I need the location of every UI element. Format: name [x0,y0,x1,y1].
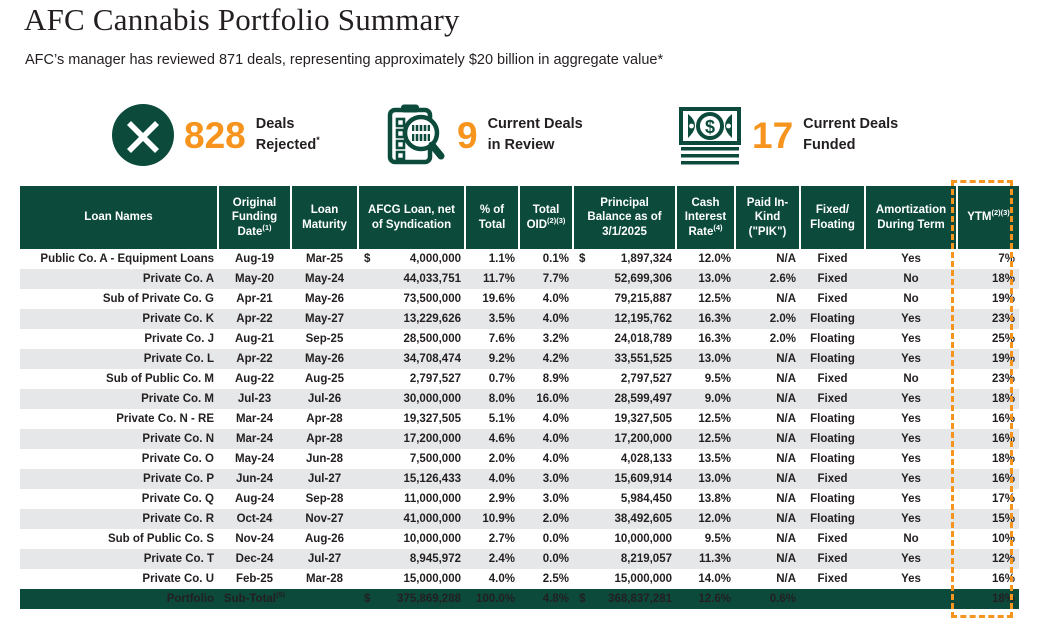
cell-loan-name: Private Co. N - RE [116,413,214,425]
col-header-pct-of-total[interactable]: % of Total [465,186,519,249]
cell-total-oid: 8.9% [542,373,569,385]
footer-ytm: 18% [957,589,1019,609]
cell-total-oid: 4.0% [542,293,569,305]
cell-pct-of-total: 5.1% [488,413,515,425]
cell-paid-in-kind: N/A [735,389,800,409]
cell-principal-balance: 19,327,505 [614,413,672,425]
cell-afcg-loan: 15,126,433 [358,469,465,489]
cell-pct-of-total: 2.7% [488,533,515,545]
cell-fixed-floating: Floating [810,413,855,425]
stat-label-line2: Funded [803,137,856,153]
cell-original-funding-date: Mar-24 [235,413,274,425]
cell-paid-in-kind: N/A [735,469,800,489]
cell-afcg-loan: 8,945,972 [358,549,465,569]
cell-ytm: 16% [957,429,1019,449]
cell-afcg-loan: 28,500,000 [403,333,461,345]
cell-paid-in-kind: N/A [735,429,800,449]
cell-loan-name: Private Co. A [20,269,218,289]
table-row[interactable] [20,329,1019,349]
cell-fixed-floating: Floating [800,429,865,449]
cell-loan-maturity: Aug-26 [305,533,344,545]
cell-cash-interest-rate: 9.5% [704,373,731,385]
cell-ytm: 15% [957,509,1019,529]
cell-principal-balance: 38,492,605 [573,509,676,529]
cell-loan-maturity: May-24 [291,269,358,289]
cell-loan-maturity: Jul-26 [291,389,358,409]
cell-loan-name: Private Co. O [141,453,214,465]
table-row[interactable] [20,289,1019,309]
cell-ytm: 25% [991,333,1015,345]
stat-label [256,114,320,156]
cell-loan-maturity: Jun-28 [305,453,344,465]
cell-ytm: 23% [957,309,1019,329]
table-row[interactable] [20,309,1019,329]
cell-fixed-floating: Floating [810,333,855,345]
cell-loan-maturity: Nov-27 [291,509,358,529]
cell-paid-in-kind: N/A [776,493,796,505]
portfolio-table [20,186,1019,609]
cell-total-oid: 2.5% [542,573,569,585]
cell-fixed-floating: Floating [810,453,855,465]
col-header-amortization-during-term[interactable]: Amortization During Term [865,186,957,249]
cell-afcg-loan: 13,229,626 [358,309,465,329]
cell-loan-maturity: May-26 [305,293,344,305]
cell-afcg-loan: 30,000,000 [358,389,465,409]
stat-number: 17 [752,114,794,156]
cell-loan-maturity: Apr-28 [306,413,343,425]
cell-fixed-floating: Fixed [817,253,848,265]
cell-afcg-loan: 17,200,000 [358,429,465,449]
cell-principal-balance: 15,000,000 [614,573,672,585]
table-row[interactable] [20,369,1019,389]
cell-cash-interest-rate: 11.3% [676,549,735,569]
cell-paid-in-kind: N/A [776,453,796,465]
cell-amortization: No [903,293,919,305]
cell-amortization: Yes [901,333,921,345]
table-row[interactable] [20,549,1019,569]
cell-loan-maturity: Mar-28 [305,573,344,585]
cell-loan-maturity: Aug-25 [305,373,344,385]
cell-original-funding-date: Dec-24 [218,549,291,569]
page-title: AFC Cannabis Portfolio Summary [24,2,460,37]
cell-fixed-floating: Fixed [800,469,865,489]
table-body [20,249,1019,589]
cell-principal-balance: 5,984,450 [620,493,672,505]
cell-cash-interest-rate: 12.5% [698,413,731,425]
cell-principal-balance: 28,599,497 [573,389,676,409]
stat-label-line1: Current Deals [803,115,899,132]
col-header-principal-balance[interactable]: Principal Balance as of 3/1/2025 [573,186,676,249]
footer-amortization [865,589,957,609]
table-row[interactable] [20,429,1019,449]
table-row[interactable] [20,469,1019,489]
cell-afcg-loan: 73,500,000 [403,293,461,305]
cell-loan-name: Private Co. J [144,333,214,345]
stat-number: 9 [457,114,478,156]
cell-ytm: 10% [991,533,1015,545]
cell-original-funding-date: Mar-24 [218,429,291,449]
col-header-loan-names[interactable]: Loan Names [20,186,218,249]
cell-principal-balance: 79,215,887 [614,293,672,305]
cell-principal-balance: 17,200,000 [573,429,676,449]
cell-amortization: Yes [865,429,957,449]
cell-paid-in-kind: 2.6% [735,269,800,289]
svg-text:$: $ [704,117,716,137]
cell-cash-interest-rate: 13.0% [676,469,735,489]
cell-loan-name: Private Co. T [20,549,218,569]
cell-cash-interest-rate: 16.3% [698,333,731,345]
cell-loan-name: Private Co. K [20,309,218,329]
cell-cash-interest-rate: 13.0% [676,269,735,289]
table-row[interactable] [20,269,1019,289]
cell-total-oid: 4.0% [519,429,573,449]
cell-fixed-floating: Floating [810,493,855,505]
cell-loan-maturity: Mar-25 [305,253,344,265]
cell-afcg-loan: 7,500,000 [409,453,461,465]
cell-total-oid: 4.0% [542,413,569,425]
cell-total-oid: 3.0% [519,469,573,489]
cell-fixed-floating: Fixed [817,533,848,545]
cell-pct-of-total: 4.6% [465,429,519,449]
cell-loan-maturity: Sep-25 [305,333,344,345]
cell-ytm: 17% [991,493,1015,505]
cell-original-funding-date: Jul-23 [218,389,291,409]
cell-pct-of-total: 4.0% [488,573,515,585]
cell-ytm: 7% [998,253,1015,265]
cell-paid-in-kind: N/A [776,533,796,545]
footer-principal-total: $ 368,837,281 [573,589,676,609]
cell-principal-balance: 52,699,306 [573,269,676,289]
cell-pct-of-total: 4.0% [465,469,519,489]
table-row[interactable] [20,249,1019,269]
cell-loan-name: Private Co. P [20,469,218,489]
cell-total-oid: 4.0% [542,453,569,465]
cell-loan-maturity: May-26 [291,349,358,369]
cell-total-oid: 0.0% [542,533,569,545]
cell-original-funding-date: Nov-24 [235,533,274,545]
footer-fixed-floating [800,589,865,609]
cell-pct-of-total: 2.0% [488,453,515,465]
cell-ytm: 16% [991,413,1015,425]
table-row[interactable] [20,529,1019,549]
footer-maturity [291,589,358,609]
stat-label [803,114,898,156]
table-row[interactable] [20,449,1019,469]
cell-cash-interest-rate: 12.5% [698,293,731,305]
cell-total-oid: 4.0% [519,309,573,329]
stat-label-line1: Deals [255,115,295,132]
cell-original-funding-date: Aug-19 [235,253,274,265]
table-row[interactable] [20,409,1019,429]
cell-total-oid: 3.0% [542,493,569,505]
cell-ytm: 19% [991,293,1015,305]
cell-loan-name: Sub of Private Co. G [102,293,214,305]
cell-principal-balance: 12,195,762 [573,309,676,329]
stat-label-line1: Current Deals [487,115,583,132]
cell-original-funding-date: Feb-25 [235,573,274,585]
stat-deals-funded [678,92,898,178]
cell-afcg-loan: $ 4,000,000 [364,253,461,265]
cell-cash-interest-rate: 12.0% [676,509,735,529]
table-header-row [20,186,1019,249]
cell-fixed-floating: Floating [800,509,865,529]
cell-original-funding-date: Apr-22 [218,309,291,329]
cell-amortization: Yes [865,309,957,329]
cell-original-funding-date: Aug-22 [235,373,274,385]
cell-pct-of-total: 9.2% [465,349,519,369]
cell-loan-name: Private Co. N [20,429,218,449]
cell-principal-balance: 15,609,914 [573,469,676,489]
cash-stack-icon [678,102,744,168]
cell-amortization: Yes [901,573,921,585]
cell-amortization: No [903,373,919,385]
cell-afcg-loan: 15,000,000 [403,573,461,585]
cell-original-funding-date: Aug-21 [235,333,274,345]
cell-cash-interest-rate: 13.5% [698,453,731,465]
cell-pct-of-total: 2.9% [488,493,515,505]
cell-pct-of-total: 10.9% [465,509,519,529]
cell-cash-interest-rate: 12.5% [676,429,735,449]
cell-pct-of-total: 3.5% [465,309,519,329]
cell-amortization: Yes [865,549,957,569]
cell-paid-in-kind: N/A [776,293,796,305]
table-row[interactable] [20,349,1019,369]
cell-total-oid: 0.0% [519,549,573,569]
cell-loan-name: Private Co. U [142,573,214,585]
cell-paid-in-kind: N/A [735,349,800,369]
stats-row [0,92,1039,178]
footnote-marker: * [316,135,320,146]
cell-loan-name: Sub of Public Co. S [107,533,214,545]
cell-paid-in-kind: N/A [735,549,800,569]
cell-amortization: Yes [865,469,957,489]
cell-loan-name: Public Co. A - Equipment Loans [40,253,214,265]
cell-principal-balance: 4,028,133 [620,453,672,465]
cell-loan-name: Sub of Public Co. M [106,373,214,385]
cell-afcg-loan: 44,033,751 [358,269,465,289]
cell-principal-balance: 24,018,789 [614,333,672,345]
cell-paid-in-kind: 2.0% [769,333,796,345]
footer-oid: 4.8% [519,589,573,609]
cell-amortization: No [903,533,919,545]
cell-loan-maturity: Sep-28 [305,493,344,505]
cell-ytm: 18% [991,453,1015,465]
cell-afcg-loan: 19,327,505 [403,413,461,425]
cell-original-funding-date: May-20 [218,269,291,289]
table-row[interactable] [20,489,1019,509]
cell-ytm: 18% [957,389,1019,409]
cell-cash-interest-rate: 14.0% [698,573,731,585]
footer-loan-total: $ 375,869,288 [358,589,465,609]
cell-paid-in-kind: N/A [735,509,800,529]
cell-total-oid: 4.2% [519,349,573,369]
cell-total-oid: 16.0% [519,389,573,409]
cell-total-oid: 7.7% [519,269,573,289]
stat-deals-in-review [383,92,583,178]
cell-total-oid: 2.0% [519,509,573,529]
cell-fixed-floating: Fixed [817,573,848,585]
stat-label [488,114,583,156]
cell-amortization: Yes [901,493,921,505]
cell-amortization: Yes [901,453,921,465]
col-header-paid-in-kind[interactable]: Paid In-Kind ("PIK") [735,186,800,249]
cell-principal-balance: 33,551,525 [573,349,676,369]
cell-cash-interest-rate: 12.0% [698,253,731,265]
cell-cash-interest-rate: 16.3% [676,309,735,329]
clipboard-magnifier-icon [383,102,449,168]
table-row[interactable] [20,569,1019,589]
footer-cash-rate: 12.6% [676,589,735,609]
cell-original-funding-date: May-24 [235,453,274,465]
cell-fixed-floating: Fixed [800,389,865,409]
cell-loan-maturity: Apr-28 [291,429,358,449]
cell-loan-name: Private Co. R [20,509,218,529]
cell-cash-interest-rate: 13.8% [698,493,731,505]
cell-amortization: Yes [865,349,957,369]
cell-ytm: 19% [957,349,1019,369]
footer-subtotal-label: Sub-Total$^{(5)}$ [218,589,291,609]
page-subtitle: AFC’s manager has reviewed 871 deals, representing approximately $20 billion in aggregate value* [25,52,664,68]
cell-afcg-loan: 41,000,000 [358,509,465,529]
col-header-ytm[interactable]: $YTM^{(2)(3)}$ [957,186,1019,249]
cell-fixed-floating: Fixed [800,269,865,289]
cell-paid-in-kind: 2.0% [735,309,800,329]
cell-pct-of-total: 2.4% [465,549,519,569]
cell-ytm: 16% [991,573,1015,585]
cell-pct-of-total: 1.1% [488,253,515,265]
cell-principal-balance: 10,000,000 [614,533,672,545]
cell-principal-balance: $ 1,897,324 [579,253,672,265]
cell-fixed-floating: Fixed [817,373,848,385]
cell-pct-of-total: 0.7% [488,373,515,385]
cell-loan-maturity: May-27 [291,309,358,329]
col-header-afcg-loan-net-of-syndication[interactable]: AFCG Loan, net of Syndication [358,186,465,249]
cell-fixed-floating: Fixed [800,549,865,569]
stat-label-line2: Rejected* [255,135,320,153]
cell-original-funding-date: Oct-24 [218,509,291,529]
cell-pct-of-total: 8.0% [465,389,519,409]
cell-amortization: Yes [865,389,957,409]
stat-number: 828 [184,114,246,156]
cell-ytm: 16% [957,469,1019,489]
stat-deals-rejected [110,92,320,178]
col-header-total-oid[interactable]: Total $OID^{(2)(3)}$ [519,186,573,249]
cell-amortization: Yes [865,509,957,529]
cell-paid-in-kind: N/A [776,253,796,265]
cell-afcg-loan: 34,708,474 [358,349,465,369]
cell-pct-of-total: 19.6% [482,293,515,305]
cell-cash-interest-rate: 13.0% [676,349,735,369]
table-row[interactable] [20,509,1019,529]
footer-pik: 0.6% [735,589,800,609]
cell-original-funding-date: Aug-24 [235,493,274,505]
cell-original-funding-date: Jun-24 [218,469,291,489]
col-header-loan-maturity[interactable]: Loan Maturity [291,186,358,249]
table-footer-row [20,589,1019,609]
cell-paid-in-kind: N/A [776,373,796,385]
cell-afcg-loan: 2,797,527 [409,373,461,385]
x-circle-icon [110,102,176,168]
cell-afcg-loan: 10,000,000 [403,533,461,545]
cell-amortization: No [865,269,957,289]
footer-label: Portfolio [20,589,218,609]
cell-principal-balance: 2,797,527 [620,373,672,385]
cell-ytm: 18% [957,269,1019,289]
cell-ytm: 23% [991,373,1015,385]
cell-total-oid: 0.1% [542,253,569,265]
cell-loan-name: Private Co. L [20,349,218,369]
cell-amortization: Yes [901,413,921,425]
cell-fixed-floating: Fixed [817,293,848,305]
cell-total-oid: 3.2% [542,333,569,345]
cell-paid-in-kind: N/A [776,413,796,425]
stat-label-line2: in Review [487,137,555,153]
cell-paid-in-kind: N/A [776,573,796,585]
cell-amortization: Yes [901,253,921,265]
cell-ytm: 12% [957,549,1019,569]
footer-pct-total: 100.0% [465,589,519,609]
cell-original-funding-date: Apr-22 [218,349,291,369]
cell-principal-balance: 8,219,057 [573,549,676,569]
cell-loan-name: Private Co. Q [141,493,214,505]
cell-pct-of-total: 7.6% [488,333,515,345]
cell-loan-maturity: Jul-27 [291,469,358,489]
cell-pct-of-total: 11.7% [465,269,519,289]
cell-cash-interest-rate: 9.0% [676,389,735,409]
cell-loan-name: Private Co. M [20,389,218,409]
cell-original-funding-date: Apr-21 [236,293,273,305]
col-header-original-funding-date[interactable]: Original Funding Date$^{(1)}$ [218,186,291,249]
cell-fixed-floating: Floating [800,309,865,329]
table-row[interactable] [20,389,1019,409]
col-header-cash-interest-rate[interactable]: Cash Interest Rate$^{(4)}$ [676,186,735,249]
cell-afcg-loan: 11,000,000 [404,493,461,505]
cell-fixed-floating: Floating [800,349,865,369]
cell-cash-interest-rate: 9.5% [704,533,731,545]
cell-loan-maturity: Jul-27 [291,549,358,569]
col-header-fixed-floating[interactable]: Fixed/ Floating [800,186,865,249]
